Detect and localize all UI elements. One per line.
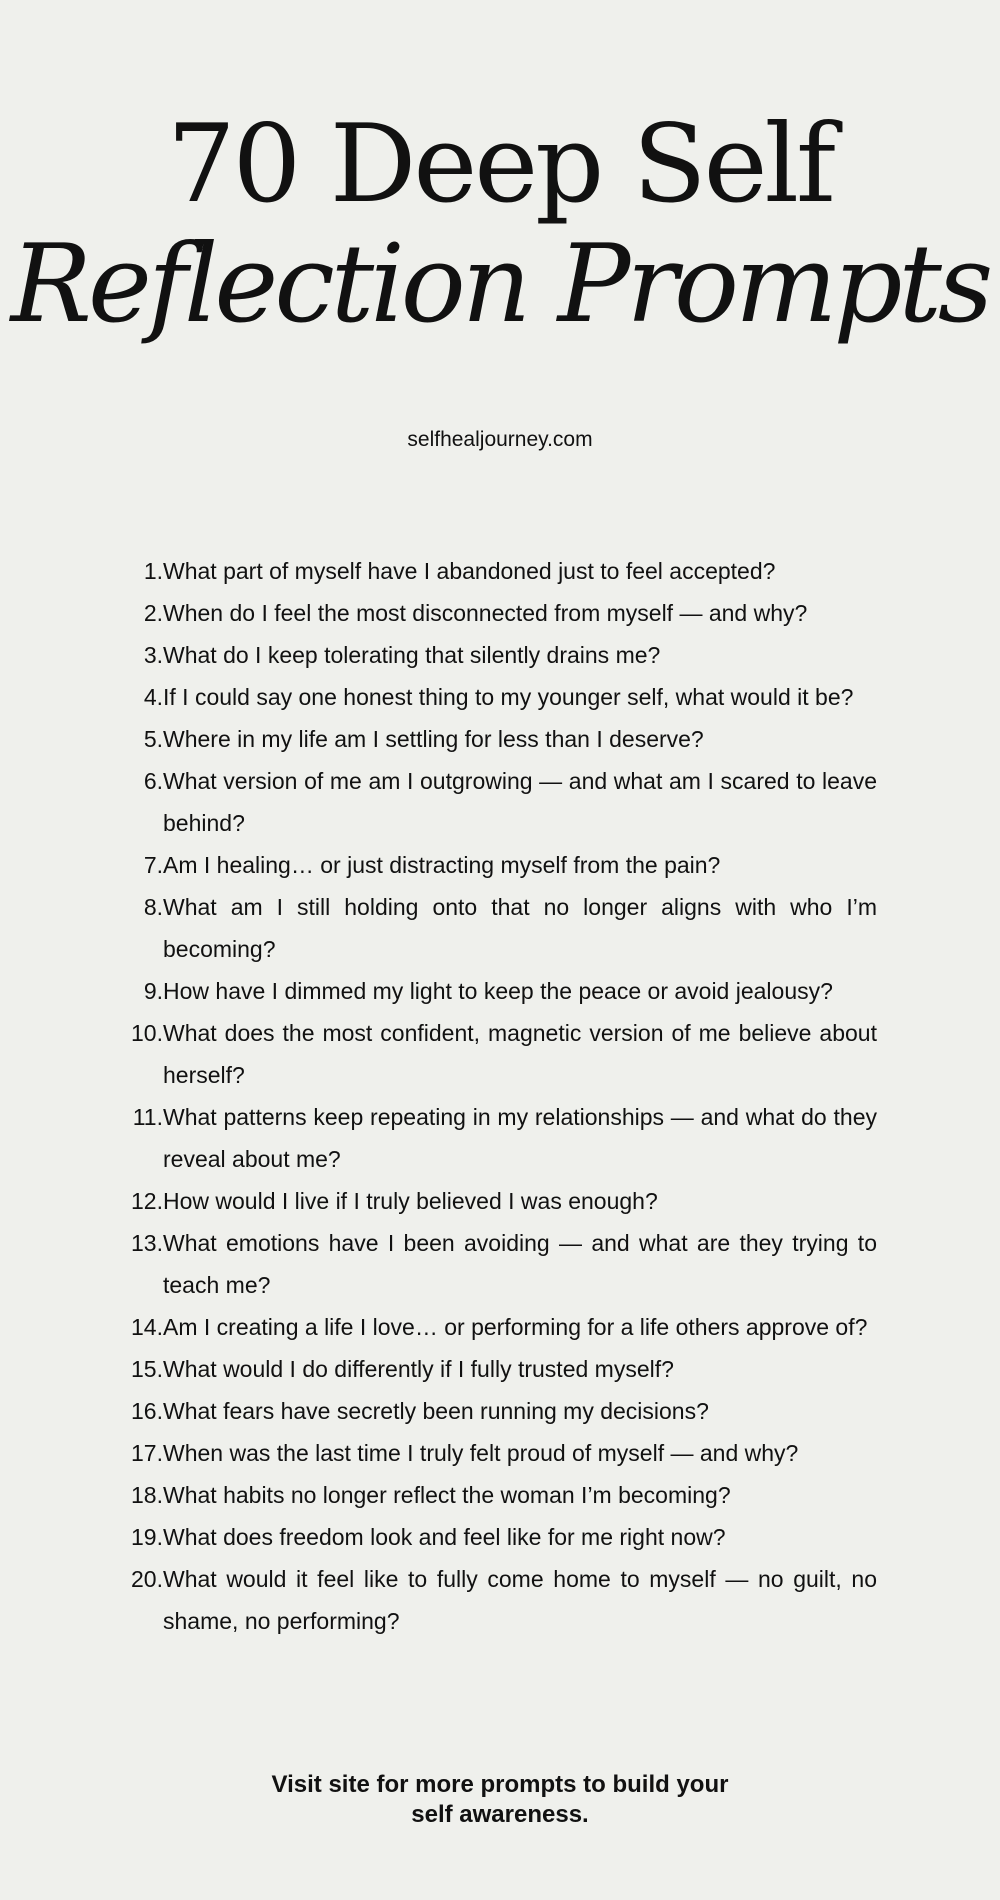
prompt-text: What patterns keep repeating in my relationships — and what do they reveal about me?	[163, 1104, 877, 1172]
prompt-text: What does freedom look and feel like for me right now?	[163, 1524, 726, 1550]
prompt-text: What habits no longer reflect the woman I’m becoming?	[163, 1482, 731, 1508]
prompt-text: What emotions have I been avoiding — and what are they trying to teach me?	[163, 1230, 877, 1298]
prompt-text: What does the most confident, magnetic version of me believe about herself?	[163, 1020, 877, 1088]
prompt-text: What part of myself have I abandoned just to feel accepted?	[163, 558, 776, 584]
prompt-text: When do I feel the most disconnected from myself — and why?	[163, 600, 808, 626]
title-line-2: Reflection Prompts	[10, 222, 990, 347]
prompt-item	[120, 1516, 877, 1558]
prompt-number: 15.	[131, 1356, 163, 1382]
prompt-item	[120, 760, 877, 844]
prompt-number: 11.	[132, 1104, 163, 1130]
prompt-text: How have I dimmed my light to keep the peace or avoid jealousy?	[163, 978, 833, 1004]
prompt-number: 14.	[131, 1314, 163, 1340]
prompt-list	[120, 550, 877, 1642]
prompt-number: 18.	[131, 1482, 163, 1508]
prompt-number: 12.	[131, 1188, 163, 1214]
prompt-text: If I could say one honest thing to my younger self, what would it be?	[163, 684, 854, 710]
prompt-item	[120, 1474, 877, 1516]
prompt-text: Where in my life am I settling for less than I deserve?	[163, 726, 704, 752]
prompt-item	[120, 970, 877, 1012]
prompt-item	[120, 1348, 877, 1390]
prompt-item	[120, 592, 877, 634]
prompt-number: 13.	[131, 1230, 163, 1256]
prompt-item	[120, 1390, 877, 1432]
prompt-number: 4.	[143, 684, 163, 710]
prompt-item	[120, 1180, 877, 1222]
prompt-number: 20.	[131, 1566, 163, 1592]
prompt-item	[120, 1306, 877, 1348]
footer-line-2: self awareness.	[411, 1801, 589, 1828]
prompt-text: What am I still holding onto that no longer aligns with who I’m becoming?	[163, 894, 877, 962]
prompt-text: Am I healing… or just distracting myself from the pain?	[163, 852, 721, 878]
prompt-text: How would I live if I truly believed I was enough?	[163, 1188, 658, 1214]
footer-line-1: Visit site for more prompts to build your	[271, 1771, 729, 1798]
prompt-text: What would I do differently if I fully trusted myself?	[163, 1356, 674, 1382]
prompt-text: What do I keep tolerating that silently drains me?	[163, 642, 661, 668]
prompt-text: Am I creating a life I love… or performing for a life others approve of?	[163, 1314, 868, 1340]
title-line-1: 70 Deep Self	[166, 102, 834, 227]
prompt-number: 8.	[143, 894, 163, 920]
prompt-item	[120, 1012, 877, 1096]
prompt-item	[120, 886, 877, 970]
prompt-text: When was the last time I truly felt proud of myself — and why?	[163, 1440, 799, 1466]
prompt-number: 17.	[131, 1440, 163, 1466]
prompt-item	[120, 1096, 877, 1180]
prompt-item	[120, 718, 877, 760]
prompt-item	[120, 676, 877, 718]
prompt-text: What version of me am I outgrowing — and what am I scared to leave behind?	[163, 768, 877, 836]
prompt-number: 10.	[131, 1020, 163, 1046]
prompt-item	[120, 550, 877, 592]
prompt-item	[120, 1558, 877, 1642]
prompt-text: What would it feel like to fully come home to myself — no guilt, no shame, no performing?	[163, 1566, 877, 1634]
prompt-text: What fears have secretly been running my decisions?	[163, 1398, 709, 1424]
prompt-number: 1.	[143, 558, 163, 584]
prompt-number: 19.	[131, 1524, 163, 1550]
prompt-item	[120, 1432, 877, 1474]
prompt-item	[120, 634, 877, 676]
website-url: selfhealjourney.com	[407, 428, 593, 451]
footer-cta	[0, 1770, 1000, 1830]
prompt-item	[120, 844, 877, 886]
prompt-number: 6.	[143, 768, 163, 794]
prompt-number: 2.	[143, 600, 163, 626]
prompt-number: 7.	[143, 852, 163, 878]
prompt-number: 16.	[131, 1398, 163, 1424]
prompt-item	[120, 1222, 877, 1306]
prompt-number: 5.	[143, 726, 163, 752]
prompt-number: 3.	[143, 642, 163, 668]
prompt-number: 9.	[143, 978, 163, 1004]
